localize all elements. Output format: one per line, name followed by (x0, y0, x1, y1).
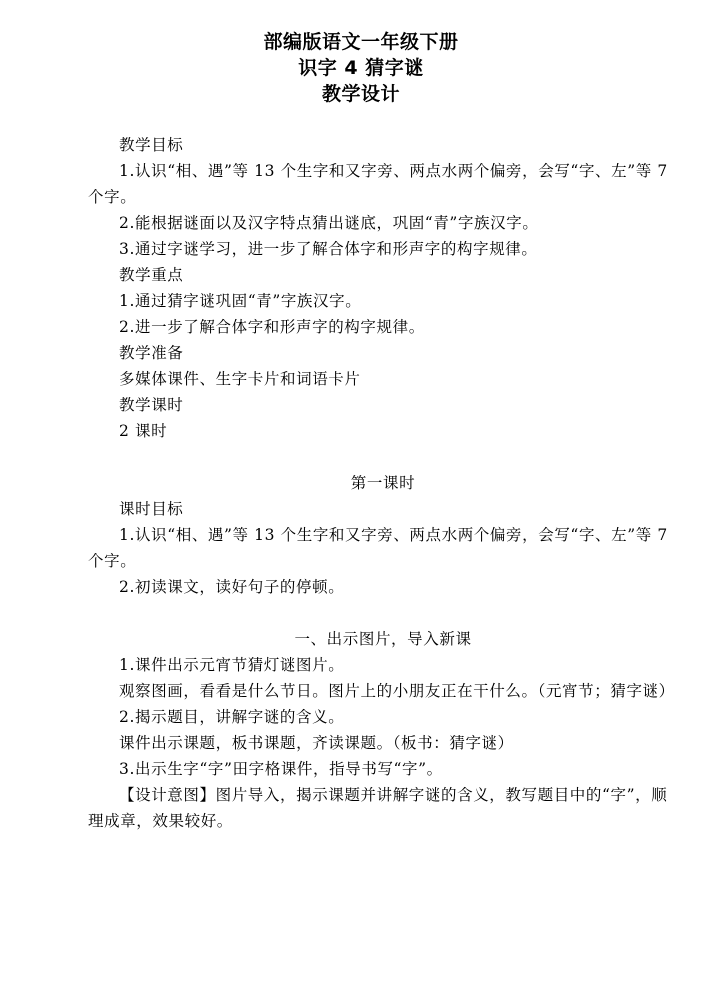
goal-item-1: 1.认识“相、遇”等 13 个生字和又字旁、两点水两个偏旁，会写“字、左”等 7个字。 (88, 162, 668, 206)
step-item-2-detail: 课件出示课题，板书课题，齐读课题。（板书：猜字谜） (119, 734, 514, 752)
design-note: 【设计意图】图片导入，揭示课题并讲解字谜的含义，教写题目中的“字”，顺理成章，效果较好。 (88, 786, 668, 830)
focus-heading: 教学重点 (119, 266, 184, 284)
spacer (88, 600, 678, 626)
hours-heading: 教学课时 (119, 396, 184, 414)
prep-heading: 教学准备 (119, 344, 184, 362)
document-body (88, 132, 678, 834)
goal-item-3: 3.通过字谜学习，进一步了解合体字和形声字的构字规律。 (119, 240, 538, 258)
lesson-1-heading: 第一课时 (350, 474, 416, 492)
goals-heading: 教学目标 (119, 136, 184, 154)
step-item-1-detail: 观察图画，看看是什么节日。图片上的小朋友正在干什么。（元宵节；猜字谜） (119, 682, 675, 700)
step-item-3: 3.出示生字“字”田字格课件，指导书写“字”。 (119, 760, 443, 778)
section-1-heading: 一、出示图片，导入新课 (294, 630, 472, 648)
document-title-line-3: 教学设计 (321, 83, 400, 105)
document-title-line-2: 识字 4 猜字谜 (298, 57, 424, 79)
lesson-goal-item-2: 2.初读课文，读好句子的停顿。 (119, 578, 345, 596)
spacer (88, 444, 678, 470)
lesson-goal-item-1: 1.认识“相、遇”等 13 个生字和又字旁、两点水两个偏旁，会写“字、左”等 7个字。 (88, 526, 668, 570)
prep-text: 多媒体课件、生字卡片和词语卡片 (119, 370, 361, 388)
focus-item-2: 2.进一步了解合体字和形声字的构字规律。 (119, 318, 425, 336)
lesson-goals-heading: 课时目标 (119, 500, 184, 518)
goal-item-2: 2.能根据谜面以及汉字特点猜出谜底，巩固“青”字族汉字。 (119, 214, 539, 232)
hours-text: 2 课时 (119, 422, 168, 440)
focus-item-1: 1.通过猜字谜巩固“青”字族汉字。 (119, 292, 362, 310)
document-title-line-1: 部编版语文一年级下册 (263, 31, 459, 53)
step-item-1: 1.课件出示元宵节猜灯谜图片。 (119, 656, 345, 674)
step-item-2: 2.揭示题目，讲解字谜的含义。 (119, 708, 345, 726)
